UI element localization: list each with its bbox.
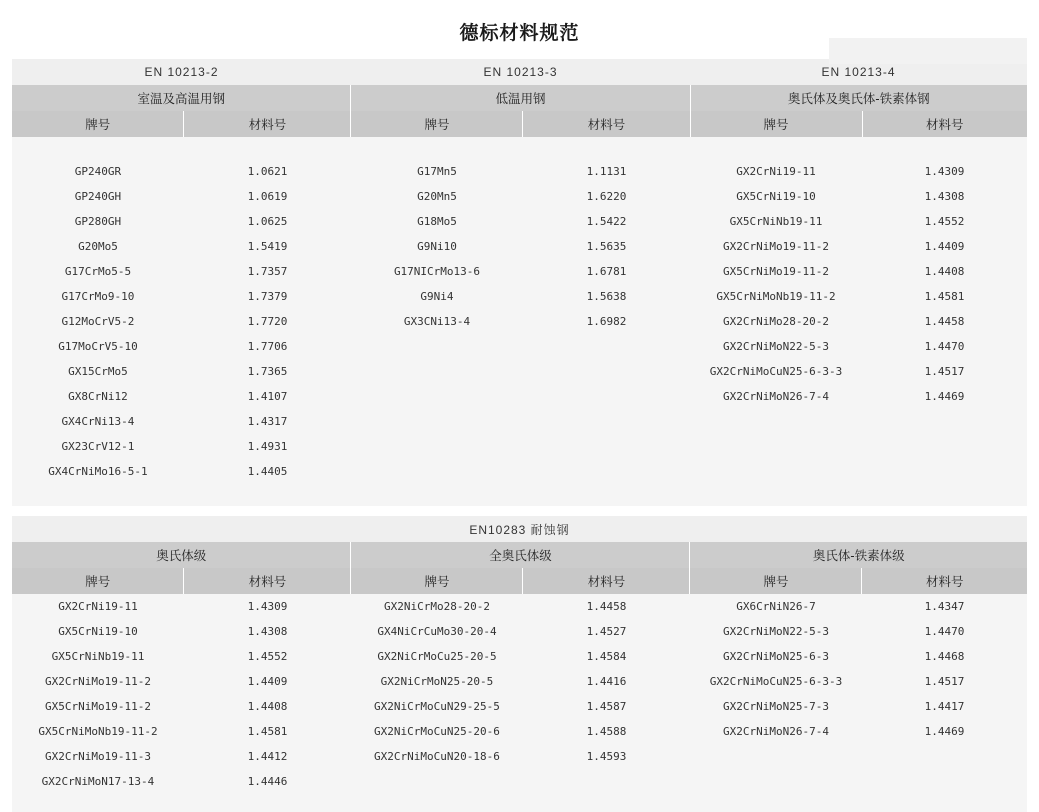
cell-matno-2: 1.6220	[523, 184, 690, 209]
table1-bottom-spacer	[12, 484, 1027, 506]
cell-grade-2: G20Mn5	[351, 184, 523, 209]
cell2-matno-1: 1.4581	[184, 719, 351, 744]
cell-matno-3: 1.4409	[862, 234, 1027, 259]
col-header-matno-2: 材料号	[523, 111, 690, 137]
cell-matno-3: 1.4581	[862, 284, 1027, 309]
cell-grade-1: G20Mo5	[12, 234, 184, 259]
cell2-matno-1: 1.4552	[184, 644, 351, 669]
category2-cell-3: 奥氏体-铁素体级	[690, 542, 1027, 568]
cell-matno-2	[523, 409, 690, 434]
cell-grade-2	[351, 434, 523, 459]
table-row	[12, 409, 1027, 434]
category2-cell-2: 全奥氏体级	[351, 542, 690, 568]
cell-matno-2: 1.5422	[523, 209, 690, 234]
category-row	[12, 85, 1027, 111]
cell-matno-3: 1.4470	[862, 334, 1027, 359]
cell-matno-3: 1.4469	[862, 384, 1027, 409]
table-row	[12, 384, 1027, 409]
cell2-grade-1: GX5CrNiMoNb19-11-2	[12, 719, 184, 744]
cell-grade-3: GX5CrNiMo19-11-2	[690, 259, 862, 284]
cell2-matno-2: 1.4458	[523, 594, 690, 619]
standard-cell-2: EN 10213-3	[351, 59, 690, 85]
cell2-grade-2: GX2NiCrMoN25-20-5	[351, 669, 523, 694]
col-header-grade-3: 牌号	[690, 111, 862, 137]
cell-grade-3	[690, 409, 862, 434]
cell-matno-2: 1.5638	[523, 284, 690, 309]
cell2-grade-2	[351, 769, 523, 794]
cell-grade-1: G17CrMo5-5	[12, 259, 184, 284]
cell-grade-2: G17Mn5	[351, 159, 523, 184]
cell-matno-1: 1.7357	[184, 259, 351, 284]
column-header-row-2	[12, 568, 1027, 594]
material-spec-table-2	[12, 516, 1027, 812]
cell-grade-1: GX23CrV12-1	[12, 434, 184, 459]
standard-cell-3: EN 10213-4	[690, 59, 1027, 85]
cell-grade-2: G9Ni4	[351, 284, 523, 309]
cell2-grade-2: GX2CrNiMoCuN20-18-6	[351, 744, 523, 769]
corner-placeholder-box	[829, 38, 1027, 64]
cell-matno-1: 1.7379	[184, 284, 351, 309]
table-row	[12, 209, 1027, 234]
standard-cell-corrosion: EN10283 耐蚀钢	[12, 516, 1027, 542]
cell2-matno-3: 1.4468	[862, 644, 1027, 669]
cell-matno-2	[523, 334, 690, 359]
cell-matno-1: 1.5419	[184, 234, 351, 259]
col2-header-matno-3: 材料号	[862, 568, 1027, 594]
cell2-grade-1: GX2CrNiMo19-11-2	[12, 669, 184, 694]
cell-grade-2	[351, 459, 523, 484]
cell-grade-2	[351, 334, 523, 359]
cell2-matno-2: 1.4584	[523, 644, 690, 669]
cell-matno-2	[523, 384, 690, 409]
cell-grade-2	[351, 409, 523, 434]
cell-grade-2: G18Mo5	[351, 209, 523, 234]
standard-cell-1: EN 10213-2	[12, 59, 351, 85]
cell-matno-1: 1.0621	[184, 159, 351, 184]
page-title: 德标材料规范	[459, 23, 580, 44]
cell-matno-1: 1.4931	[184, 434, 351, 459]
cell2-grade-1: GX2CrNiMo19-11-3	[12, 744, 184, 769]
cell2-matno-3	[862, 744, 1027, 769]
cell2-grade-2: GX2NiCrMoCu25-20-5	[351, 644, 523, 669]
cell2-matno-1: 1.4409	[184, 669, 351, 694]
cell2-matno-2: 1.4527	[523, 619, 690, 644]
table-row	[12, 744, 1027, 769]
cell2-matno-1: 1.4408	[184, 694, 351, 719]
cell2-grade-3: GX2CrNiMoN22-5-3	[690, 619, 862, 644]
cell2-grade-3: GX6CrNiN26-7	[690, 594, 862, 619]
cell2-grade-2: GX2NiCrMoCuN25-20-6	[351, 719, 523, 744]
cell2-matno-3: 1.4417	[862, 694, 1027, 719]
cell-grade-3: GX5CrNiNb19-11	[690, 209, 862, 234]
col2-header-grade-2: 牌号	[351, 568, 523, 594]
cell-grade-1: G17CrMo9-10	[12, 284, 184, 309]
cell-matno-1: 1.7720	[184, 309, 351, 334]
table1-top-spacer	[12, 137, 1027, 159]
cell2-matno-3: 1.4469	[862, 719, 1027, 744]
cell-grade-2	[351, 384, 523, 409]
standard-row-2	[12, 516, 1027, 542]
cell-matno-3: 1.4458	[862, 309, 1027, 334]
category2-cell-1: 奥氏体级	[12, 542, 351, 568]
cell2-grade-3: GX2CrNiMoN25-7-3	[690, 694, 862, 719]
table-row	[12, 619, 1027, 644]
table-row	[12, 359, 1027, 384]
cell2-grade-1: GX2CrNi19-11	[12, 594, 184, 619]
cell2-grade-3	[690, 769, 862, 794]
col2-header-grade-3: 牌号	[690, 568, 862, 594]
cell-grade-3: GX2CrNiMo19-11-2	[690, 234, 862, 259]
table-row	[12, 459, 1027, 484]
table-row	[12, 234, 1027, 259]
cell-matno-1: 1.4405	[184, 459, 351, 484]
cell-matno-2: 1.6982	[523, 309, 690, 334]
col2-header-grade-1: 牌号	[12, 568, 184, 594]
cell-grade-3: GX5CrNi19-10	[690, 184, 862, 209]
col-header-matno-1: 材料号	[184, 111, 351, 137]
table-row	[12, 769, 1027, 794]
cell2-matno-1: 1.4309	[184, 594, 351, 619]
cell-grade-1: GX15CrMo5	[12, 359, 184, 384]
cell-matno-3: 1.4308	[862, 184, 1027, 209]
table-row	[12, 284, 1027, 309]
table-separator	[0, 506, 1039, 516]
cell-grade-1: GX4CrNi13-4	[12, 409, 184, 434]
cell-grade-2: G17NICrMo13-6	[351, 259, 523, 284]
col2-header-matno-1: 材料号	[184, 568, 351, 594]
cell-grade-3: GX2CrNiMoCuN25-6-3-3	[690, 359, 862, 384]
cell2-matno-2: 1.4587	[523, 694, 690, 719]
cell-grade-1: GX8CrNi12	[12, 384, 184, 409]
cell-matno-2	[523, 434, 690, 459]
category-row-2	[12, 542, 1027, 568]
category-cell-1: 室温及高温用钢	[12, 85, 351, 111]
cell2-grade-2: GX4NiCrCuMo30-20-4	[351, 619, 523, 644]
cell-grade-1: GP240GH	[12, 184, 184, 209]
cell-grade-3	[690, 434, 862, 459]
cell-grade-1: GX4CrNiMo16-5-1	[12, 459, 184, 484]
cell-grade-1: GP280GH	[12, 209, 184, 234]
cell-matno-2: 1.1131	[523, 159, 690, 184]
cell-grade-3: GX2CrNiMo28-20-2	[690, 309, 862, 334]
cell-matno-1: 1.4107	[184, 384, 351, 409]
cell-grade-1: G12MoCrV5-2	[12, 309, 184, 334]
cell-matno-2: 1.5635	[523, 234, 690, 259]
cell-grade-1: GP240GR	[12, 159, 184, 184]
cell-matno-3	[862, 434, 1027, 459]
cell-matno-3: 1.4517	[862, 359, 1027, 384]
cell-matno-1: 1.0625	[184, 209, 351, 234]
cell2-matno-2	[523, 769, 690, 794]
category-cell-3: 奥氏体及奥氏体-铁素体钢	[690, 85, 1027, 111]
cell-grade-3: GX5CrNiMoNb19-11-2	[690, 284, 862, 309]
cell2-matno-2: 1.4588	[523, 719, 690, 744]
cell2-matno-1: 1.4446	[184, 769, 351, 794]
cell-grade-3: GX2CrNiMoN26-7-4	[690, 384, 862, 409]
cell-matno-3	[862, 409, 1027, 434]
table-row	[12, 719, 1027, 744]
cell2-grade-1: GX5CrNiMo19-11-2	[12, 694, 184, 719]
cell-matno-2: 1.6781	[523, 259, 690, 284]
cell-matno-2	[523, 459, 690, 484]
table-row	[12, 669, 1027, 694]
cell2-matno-3	[862, 769, 1027, 794]
col-header-matno-3: 材料号	[862, 111, 1027, 137]
column-header-row	[12, 111, 1027, 137]
table-row	[12, 259, 1027, 284]
table2-bottom-spacer	[12, 794, 1027, 812]
col-header-grade-1: 牌号	[12, 111, 184, 137]
cell2-grade-1: GX5CrNiNb19-11	[12, 644, 184, 669]
cell-matno-2	[523, 359, 690, 384]
material-spec-table-1	[12, 59, 1027, 506]
table-row	[12, 644, 1027, 669]
cell-grade-3: GX2CrNi19-11	[690, 159, 862, 184]
table-row	[12, 159, 1027, 184]
cell2-grade-1: GX2CrNiMoN17-13-4	[12, 769, 184, 794]
cell2-matno-3: 1.4517	[862, 669, 1027, 694]
cell2-matno-3: 1.4347	[862, 594, 1027, 619]
col-header-grade-2: 牌号	[351, 111, 523, 137]
col2-header-matno-2: 材料号	[523, 568, 690, 594]
cell-grade-1: G17MoCrV5-10	[12, 334, 184, 359]
cell2-matno-1: 1.4308	[184, 619, 351, 644]
table-row	[12, 694, 1027, 719]
cell2-grade-2: GX2NiCrMoCuN29-25-5	[351, 694, 523, 719]
cell-grade-2	[351, 359, 523, 384]
cell-matno-1: 1.7365	[184, 359, 351, 384]
cell-matno-1: 1.0619	[184, 184, 351, 209]
table-row	[12, 334, 1027, 359]
cell-matno-3: 1.4552	[862, 209, 1027, 234]
cell-matno-3: 1.4408	[862, 259, 1027, 284]
cell-grade-3: GX2CrNiMoN22-5-3	[690, 334, 862, 359]
table-row	[12, 434, 1027, 459]
table-row	[12, 184, 1027, 209]
cell2-grade-3: GX2CrNiMoN26-7-4	[690, 719, 862, 744]
cell2-matno-2: 1.4593	[523, 744, 690, 769]
cell-matno-1: 1.4317	[184, 409, 351, 434]
table-row	[12, 594, 1027, 619]
table-row	[12, 309, 1027, 334]
cell2-matno-1: 1.4412	[184, 744, 351, 769]
cell2-grade-3	[690, 744, 862, 769]
cell2-grade-3: GX2CrNiMoN25-6-3	[690, 644, 862, 669]
cell2-grade-3: GX2CrNiMoCuN25-6-3-3	[690, 669, 862, 694]
cell-matno-3: 1.4309	[862, 159, 1027, 184]
cell2-grade-2: GX2NiCrMo28-20-2	[351, 594, 523, 619]
cell-matno-1: 1.7706	[184, 334, 351, 359]
cell2-matno-3: 1.4470	[862, 619, 1027, 644]
cell-grade-2: G9Ni10	[351, 234, 523, 259]
cell-grade-3	[690, 459, 862, 484]
cell2-matno-2: 1.4416	[523, 669, 690, 694]
cell-matno-3	[862, 459, 1027, 484]
cell2-grade-1: GX5CrNi19-10	[12, 619, 184, 644]
cell-grade-2: GX3CNi13-4	[351, 309, 523, 334]
category-cell-2: 低温用钢	[351, 85, 690, 111]
